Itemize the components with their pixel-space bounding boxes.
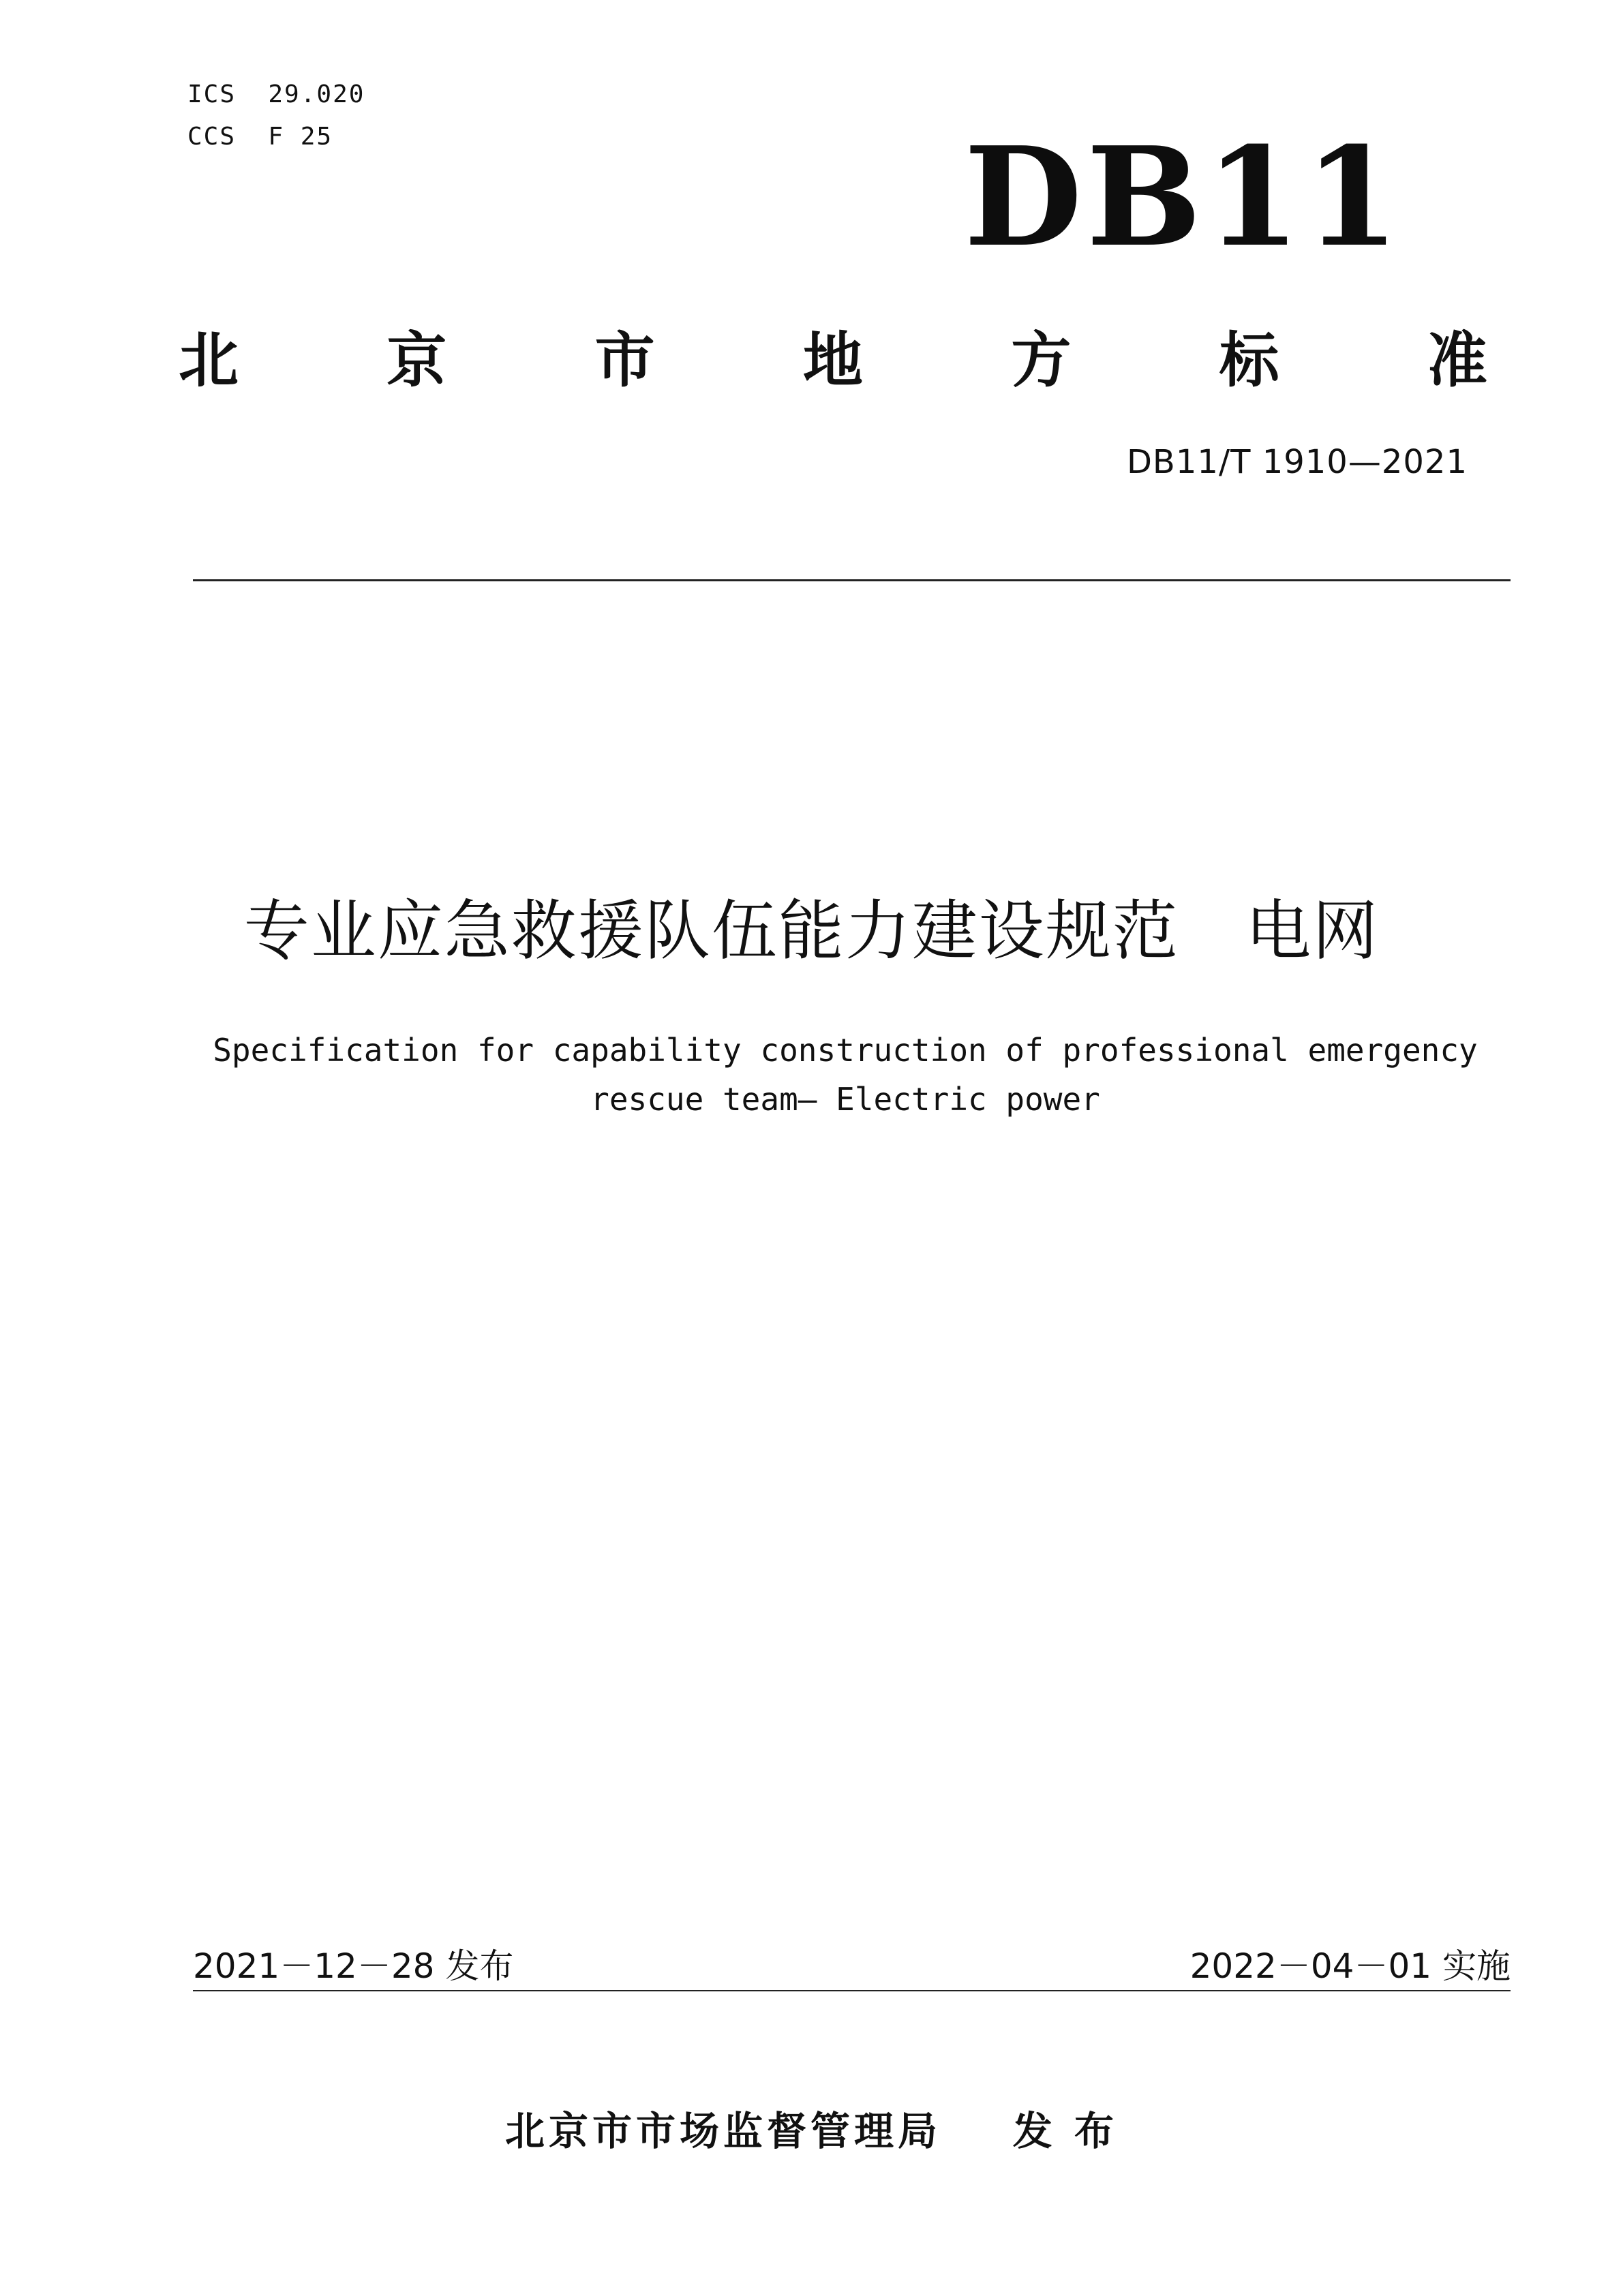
issuing-authority: 北京市市场监督管理局 发 布: [505, 2108, 1118, 2154]
standard-type-char: 准: [1427, 325, 1487, 395]
standard-number: DB11/T 1910—2021: [1126, 443, 1468, 481]
issue-date: 2021－12－28 发布: [193, 1946, 514, 1986]
document-title-zh: 专业应急救援队伍能力建设规范 电网: [243, 893, 1380, 969]
ics-code: ICS 29.020: [187, 80, 365, 108]
standard-type-char: 北: [179, 325, 239, 395]
document-title-en: [198, 1026, 1493, 1124]
standard-type-char: 市: [594, 325, 655, 395]
standard-type-char: 标: [1219, 325, 1279, 395]
standard-type-char: 方: [1011, 325, 1072, 395]
title-en-line-1: Specification for capability construction of professional emergency: [213, 1032, 1478, 1069]
top-divider: [193, 579, 1511, 581]
bottom-divider: [193, 1990, 1511, 1991]
implementation-date: 2022－04－01 实施: [1189, 1946, 1511, 1986]
standard-type-heading: [179, 315, 1487, 397]
standard-type-char: 地: [802, 325, 863, 395]
ccs-code: CCS F 25: [187, 123, 333, 151]
standard-type-char: 京: [386, 325, 447, 395]
db11-logo: DB11: [964, 117, 1404, 277]
title-en-line-2: rescue team— Electric power: [590, 1081, 1100, 1118]
